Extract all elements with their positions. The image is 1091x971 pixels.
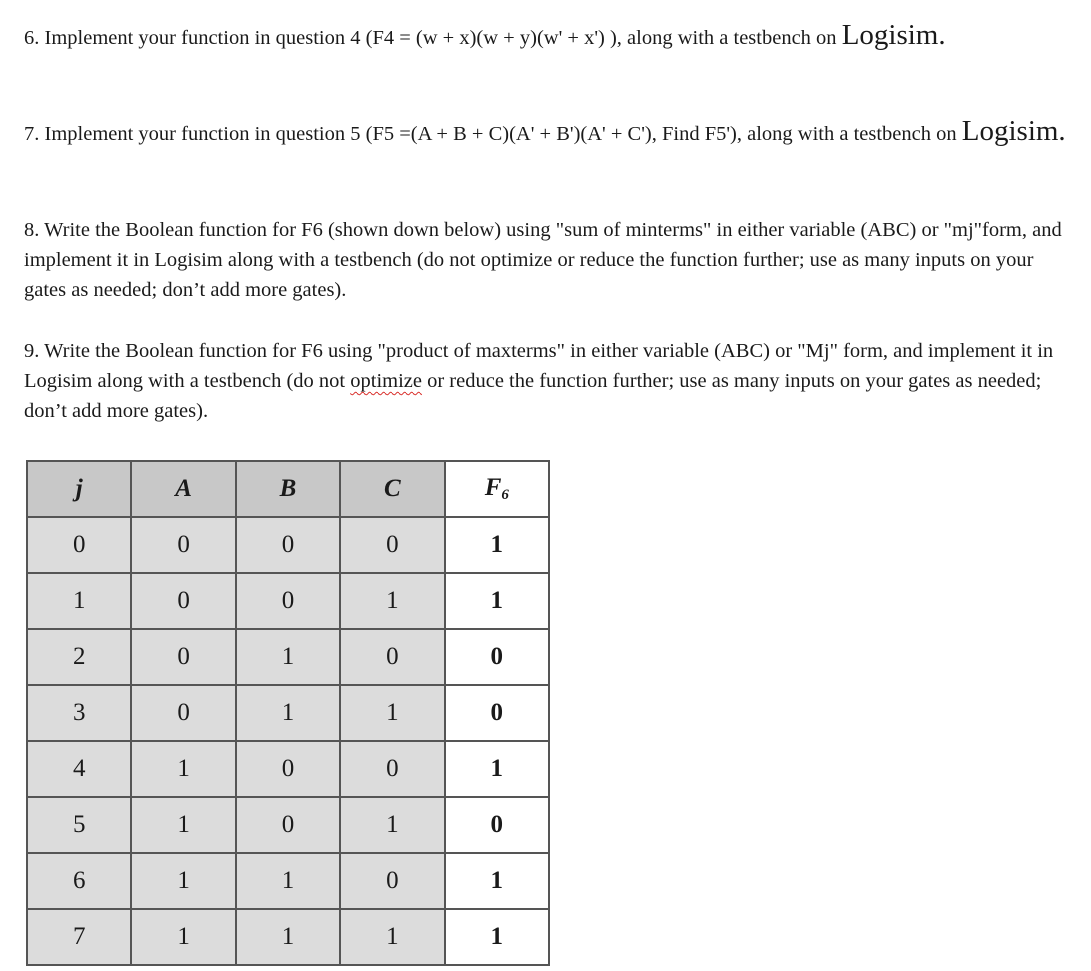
cell-c: 0 [340,741,444,797]
cell-b: 0 [236,573,340,629]
header-b: B [236,461,340,517]
cell-j: 7 [27,909,131,965]
header-j: j [27,461,131,517]
header-f-subscript: 6 [501,487,509,503]
cell-a: 1 [131,909,235,965]
cell-b: 0 [236,797,340,853]
cell-j: 4 [27,741,131,797]
question-6-tool: Logisim. [841,19,946,51]
truth-table [26,460,550,966]
truth-table-header-row [27,461,549,517]
question-7-text: 7. Implement your function in question 5 (F5 =(A + B + C)(A' + B')(A' + C'), Find F5'), along with a testbench on [24,123,962,145]
cell-a: 0 [131,685,235,741]
table-row [27,573,549,629]
cell-a: 0 [131,517,235,573]
question-9-text-after: or reduce the function further; use as many inputs on your gates as needed; don’t add more gates). [24,370,1042,422]
cell-b: 1 [236,629,340,685]
cell-j: 0 [27,517,131,573]
header-f6 [445,461,549,517]
header-f: F [484,474,502,501]
table-row [27,685,549,741]
cell-c: 0 [340,629,444,685]
table-row [27,853,549,909]
cell-c: 1 [340,797,444,853]
cell-f: 1 [445,853,549,909]
cell-a: 0 [131,573,235,629]
cell-c: 1 [340,685,444,741]
cell-j: 3 [27,685,131,741]
table-row [27,629,549,685]
cell-f: 0 [445,685,549,741]
cell-f: 1 [445,909,549,965]
cell-j: 1 [27,573,131,629]
table-row [27,741,549,797]
cell-j: 2 [27,629,131,685]
cell-c: 0 [340,853,444,909]
question-9 [24,336,1071,426]
table-row [27,797,549,853]
question-6 [24,20,1071,53]
cell-c: 1 [340,909,444,965]
cell-j: 5 [27,797,131,853]
question-6-text: 6. Implement your function in question 4 (F4 = (w + x)(w + y)(w' + x') ), along with a testbench on [24,27,842,49]
table-row [27,517,549,573]
cell-c: 0 [340,517,444,573]
cell-f: 1 [445,517,549,573]
cell-a: 0 [131,629,235,685]
cell-c: 1 [340,573,444,629]
cell-f: 1 [445,741,549,797]
spellcheck-flagged-word[interactable]: optimize [350,370,422,392]
cell-j: 6 [27,853,131,909]
cell-a: 1 [131,741,235,797]
cell-b: 1 [236,685,340,741]
cell-f: 0 [445,629,549,685]
cell-f: 1 [445,573,549,629]
table-row [27,909,549,965]
cell-a: 1 [131,797,235,853]
question-7-tool: Logisim. [961,115,1066,147]
cell-a: 1 [131,853,235,909]
cell-b: 1 [236,853,340,909]
cell-b: 0 [236,741,340,797]
cell-b: 0 [236,517,340,573]
question-9-text-before: 9. Write the Boolean function for F6 using "product of maxterms" in either variable (ABC) or "Mj" form, and implement it in Logisim along with a testbench (do not [24,340,1054,392]
truth-table-body [27,517,549,965]
question-7 [24,116,1071,149]
question-8 [24,215,1071,305]
cell-b: 1 [236,909,340,965]
question-8-text: 8. Write the Boolean function for F6 (shown down below) using "sum of minterms" in either variable (ABC) or "mj"form, and implement it in Logisim along with a testbench (do not optimize or reduce the function further; use as many inputs on your gates as needed; don’t add more gates). [24,219,1062,301]
header-c: C [340,461,444,517]
header-a: A [131,461,235,517]
cell-f: 0 [445,797,549,853]
